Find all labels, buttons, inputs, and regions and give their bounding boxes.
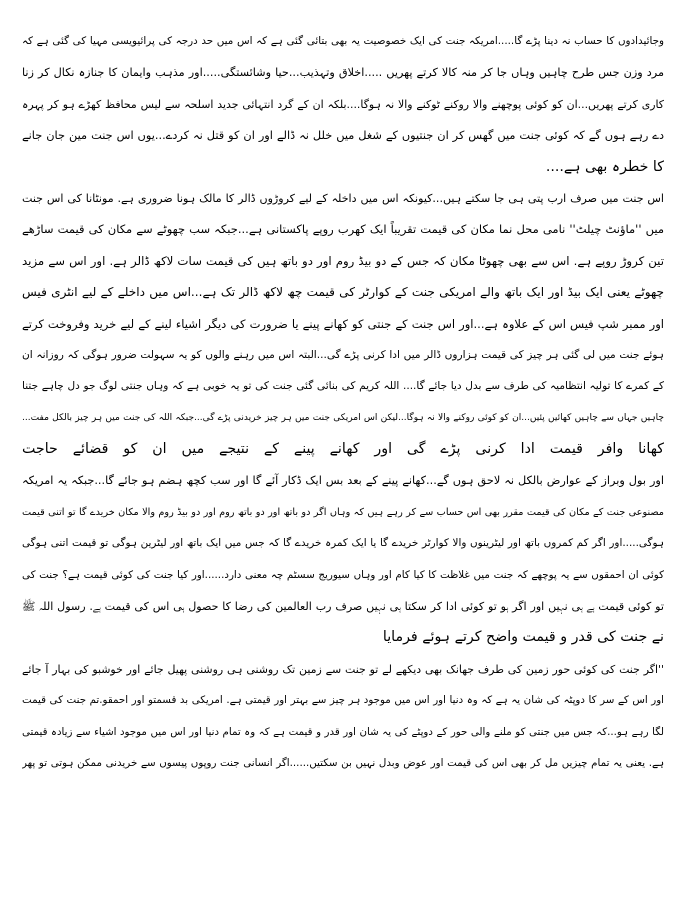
text-line: ''اگر جنت کی کوئی حور زمین کی طرف جھانک بھی دیکھے لے تو جنت سے زمین تک روشنی ہی روشنی پھیل جائے اور خوشبو کی بہار آ جائے: [22, 662, 664, 676]
text-line: اور بول وبراز کے عوارض بالکل نہ لاحق ہوں گے...کھانے پینے کے بعد بس ایک ڈکار آئے گا اور سب کچھ ہضم ہو جائے گا...جبکہ یہ امریکہ: [22, 474, 664, 488]
text-line: ہے. یعنی یہ تمام چیزیں مل کر بھی اس کی قیمت اور عوض وبدل نہیں بن سکتیں......اگر انسانی جنت روپوں پیسوں سے خریدنی ممکن ہوتی تو پھر: [22, 756, 664, 769]
text-line: چاہیں جہاں سے چاہیں کھائیں پئیں...ان کو کوئی روکنے والا نہ ہوگا...لیکن اس امریکی جنت میں ہر چیز خریدنی پڑے گی...جبکہ اللہ کی جنت میں ہر چیز بالکل مفت...: [22, 412, 664, 423]
text-line: چھوٹے یعنی ایک بیڈ اور ایک باتھ والے امریکی جنت کے کوارٹر کی قیمت چھ لاکھ ڈالر تک ہے...اس میں داخلے کے لیے انٹری فیس: [22, 285, 664, 300]
text-line: کا خطرہ بھی ہے....: [545, 158, 664, 175]
text-line: کے کمرے کا تولیہ انتظامیہ کی طرف سے بدل دیا جائے گا.... اللہ کریم کی بنائی گئی جنت کی تو یہ خوبی ہے کہ وہاں جنتی لوگ جو دل چاہے جتنا: [22, 380, 664, 393]
text-line: اس جنت میں صرف ارب پتی ہی جا سکتے ہیں...کیونکہ اس میں داخلہ کے لیے کروڑوں ڈالر کا مالک ہونا ضروری ہے. مونٹانا کی اس جنت: [22, 191, 664, 205]
text-line: ہوگی.....اور اگر کم کمروں باتھ اور لیٹرینوں والا کوارٹر خریدے گا یا ایک کمرہ خریدے گا کہ جس میں ایک باتھ اور لیٹرین ہوگی تو قیمت اتنی ہوگی: [22, 537, 664, 550]
paragraph-2: [22, 183, 664, 654]
text-line: کوئی ان احمقوں سے یہ پوچھے کہ جنت میں غلاظت کا کیا کام اور وہاں سیوریج سسٹم چہ معنی دارد......اور کیا جنت کی کوئی قیمت ہے؟ جنت کی: [22, 568, 664, 581]
text-line: مرد وزن جس طرح چاہیں وہاں جا کر منہ کالا کرتے پھریں .....اخلاق وتہذیب...حیا وشائستگی.....اور مذہب وایمان کا جنازہ نکال کر زنا: [22, 66, 664, 80]
text-line: وجائیدادوں کا حساب نہ دینا پڑے گا.....امریکہ جنت کی ایک خصوصیت یہ بھی بتائی گئی ہے کہ اس میں حد درجہ کی پرائیویسی مہیا کی گئی ہے کہ: [22, 35, 664, 47]
text-line: تین کروڑ روپے ہے. اس سے بھی چھوٹا مکان کہ جس کے دو بیڈ روم اور دو باتھ ہیں کی قیمت سات لاکھ ڈالر ہے. اور اس سے مزید: [22, 253, 664, 268]
text-line: دے رہے ہوں گے کہ کوئی جنت میں گھس کر ان جنتیوں کے شغل میں خلل نہ ڈالے اور ان کو قتل نہ کردے...یوں اس جنت مین جان جانے: [22, 128, 664, 143]
paragraph-3: [22, 654, 664, 780]
paragraph-1: [22, 26, 664, 183]
text-line: اور ممبر شپ فیس اس کے علاوہ ہے...اور اس جنت کے جنتی کو کھانے پینے یا ضرورت کی دیگر اشیاء لینے کے لیے خرید وفروخت کرتے: [22, 316, 664, 331]
text-line: کھانا وافر قیمت ادا کرنی پڑے گی اور کھانے پینے کے نتیجے میں ان کو قضائے حاجت: [22, 441, 664, 458]
text-line: مصنوعی جنت کے مکان کی قیمت مقرر بھی اس حساب سے کر رہے ہیں کہ وہاں اگر دو باتھ اور دو باتھ روم اور دو بیڈ روم والا مکان خریدے گا تو اتنی قیمت: [22, 506, 664, 518]
text-line: نے جنت کی قدر و قیمت واضح کرتے ہوئے فرمایا: [382, 629, 664, 646]
text-line: ہوئے جنت میں لی گئی ہر چیز کی قیمت ہزاروں ڈالر میں ادا کرنی پڑے گی...البتہ اس میں رہنے والوں کو یہ سہولت ضرور ہوگی کہ روزانہ ان: [22, 348, 664, 361]
text-line: میں ''ماؤنٹ چیلٹ'' نامی محل نما مکان کی قیمت تقریباً ایک کھرب روپے پاکستانی ہے...جبکہ سب چھوٹے سے مکان کی قیمت ساڑھے: [22, 222, 664, 237]
text-line: اور اس کے سر کا دوپٹہ کی شان یہ ہے کہ وہ دنیا اور اس میں موجود ہر چیز سے بہتر اور قیمتی ہے. امریکی بد قسمتو اور احمقو.تم جنت کی قیمت: [22, 694, 664, 707]
text-line: کاری کرتے پھریں...ان کو کوئی پوچھنے والا روکنے ٹوکنے والا نہ ہوگا....بلکہ ان کے گرد انتہائی جدید اسلحہ سے لیس محافظ کھڑے ہو کر پہرہ: [22, 97, 664, 111]
text-line: لگا رہے ہو...کہ جس میں جنتی کو ملنے والی حور کے دوپٹے کی یہ شان اور قدر و قیمت ہے کہ وہ تمام دنیا اور اس میں موجود اشیاء سے زیادہ قیمتی: [22, 726, 664, 738]
text-line: تو کوئی قیمت ہے ہی نہیں اور اگر ہو تو کوئی ادا کر سکتا ہی نہیں صرف رب العالمین کی رضا کا حصول ہی اس کی قیمت ہے. رسول اللہ ﷺ: [22, 600, 664, 614]
